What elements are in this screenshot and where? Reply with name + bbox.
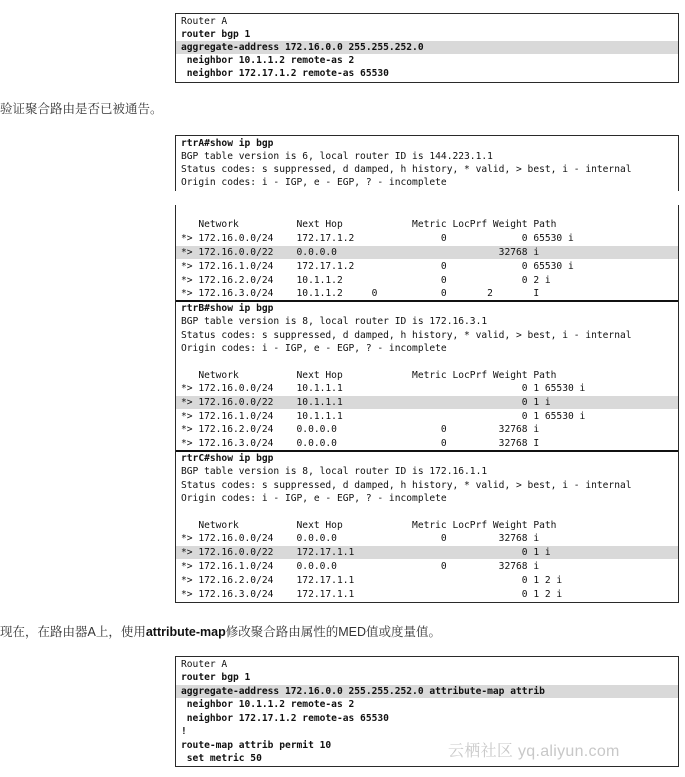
code-line: Router A bbox=[181, 16, 228, 27]
code-line: BGP table version is 6, local router ID is 144.223.1.1 bbox=[181, 151, 493, 162]
code-line: BGP table version is 8, local router ID is 172.16.1.1 bbox=[181, 466, 488, 477]
config-box-router-a bbox=[175, 13, 679, 83]
table-header: Network Next Hop Metric LocPrf Weight Path bbox=[181, 370, 557, 381]
paragraph-attribute-map bbox=[0, 624, 441, 640]
code-line: Status codes: s suppressed, d damped, h history, * valid, > best, i - internal bbox=[181, 164, 632, 175]
code-line: Origin codes: i - IGP, e - EGP, ? - incomplete bbox=[181, 177, 447, 188]
table-row: *> 172.16.3.0/24 0.0.0.0 0 32768 I bbox=[181, 438, 540, 449]
table-row: *> 172.16.0.0/24 10.1.1.1 0 1 65530 i bbox=[181, 383, 586, 394]
code-line: Origin codes: i - IGP, e - EGP, ? - incomplete bbox=[181, 493, 447, 504]
code-line: neighbor 10.1.1.2 remote-as 2 bbox=[181, 55, 355, 66]
paragraph-text-after: 修改聚合路由属性的MED值或度量值。 bbox=[225, 625, 441, 639]
paragraph-verify: 验证聚合路由是否已被通告。 bbox=[0, 102, 163, 116]
code-line: BGP table version is 8, local router ID is 172.16.3.1 bbox=[181, 316, 488, 327]
table-row-highlighted: *> 172.16.0.0/22 0.0.0.0 32768 i bbox=[176, 246, 678, 259]
code-line: Status codes: s suppressed, d damped, h history, * valid, > best, i - internal bbox=[181, 480, 632, 491]
paragraph-text-before: 现在，在路由器A上，使用 bbox=[0, 625, 146, 639]
table-row-highlighted: *> 172.16.0.0/22 10.1.1.1 0 1 i bbox=[176, 396, 678, 409]
blank-line bbox=[181, 505, 676, 518]
table-row: *> 172.16.0.0/24 172.17.1.2 0 0 65530 i bbox=[181, 233, 574, 244]
code-line: route-map attrib permit 10 bbox=[181, 740, 332, 751]
code-line: Origin codes: i - IGP, e - EGP, ? - incomplete bbox=[181, 343, 447, 354]
code-line-highlighted: aggregate-address 172.16.0.0 255.255.252.0 bbox=[176, 41, 678, 54]
code-line: rtrA#show ip bgp bbox=[181, 138, 274, 149]
table-row: *> 172.16.0.0/24 0.0.0.0 0 32768 i bbox=[181, 533, 540, 544]
watermark: 云栖社区 yq.aliyun.com bbox=[448, 743, 620, 760]
table-row: *> 172.16.2.0/24 172.17.1.1 0 1 2 i bbox=[181, 575, 563, 586]
code-line: rtrC#show ip bgp bbox=[181, 453, 274, 464]
code-line: router bgp 1 bbox=[181, 672, 251, 683]
table-row: *> 172.16.2.0/24 0.0.0.0 0 32768 i bbox=[181, 424, 540, 435]
table-header: Network Next Hop Metric LocPrf Weight Path bbox=[181, 520, 557, 531]
code-line-highlighted: aggregate-address 172.16.0.0 255.255.252.0 attribute-map attrib bbox=[176, 685, 678, 698]
code-line: router bgp 1 bbox=[181, 29, 251, 40]
code-line: rtrB#show ip bgp bbox=[181, 303, 274, 314]
keyword-attribute-map: attribute-map bbox=[145, 625, 226, 639]
table-row: *> 172.16.1.0/24 10.1.1.1 0 1 65530 i bbox=[181, 411, 586, 422]
code-line: Router A bbox=[181, 659, 228, 670]
blank-line bbox=[181, 355, 676, 368]
table-row: *> 172.16.1.0/24 0.0.0.0 0 32768 i bbox=[181, 561, 540, 572]
table-row-highlighted: *> 172.16.0.0/22 172.17.1.1 0 1 i bbox=[176, 546, 678, 559]
code-line: neighbor 10.1.1.2 remote-as 2 bbox=[181, 699, 355, 710]
code-line: neighbor 172.17.1.2 remote-as 65530 bbox=[181, 713, 389, 724]
table-row: *> 172.16.3.0/24 10.1.1.2 0 0 2 I bbox=[181, 288, 540, 299]
code-line: neighbor 172.17.1.2 remote-as 65530 bbox=[181, 68, 389, 79]
code-line: set metric 50 bbox=[181, 753, 262, 764]
table-row: *> 172.16.1.0/24 172.17.1.2 0 0 65530 i bbox=[181, 261, 574, 272]
code-line: Status codes: s suppressed, d damped, h history, * valid, > best, i - internal bbox=[181, 330, 632, 341]
code-line: ! bbox=[181, 726, 187, 737]
table-row: *> 172.16.2.0/24 10.1.1.2 0 0 2 i bbox=[181, 275, 551, 286]
table-header: Network Next Hop Metric LocPrf Weight Path bbox=[181, 219, 557, 230]
show-ip-bgp-header-box bbox=[175, 135, 679, 191]
table-row: *> 172.16.3.0/24 172.17.1.1 0 1 2 i bbox=[181, 589, 563, 600]
bgp-tables-box bbox=[175, 205, 679, 603]
